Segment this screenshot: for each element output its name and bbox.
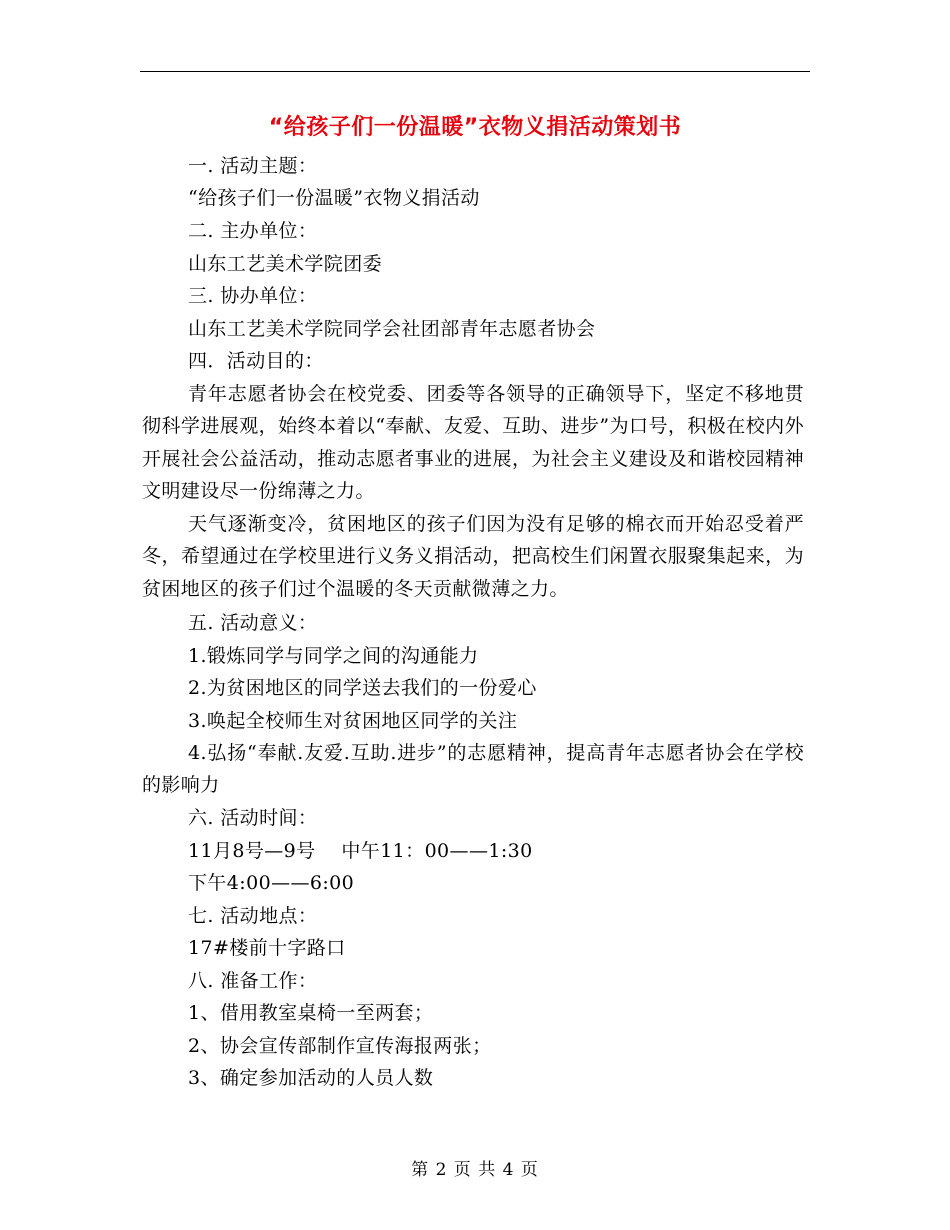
section-8-heading: 八. 准备工作：: [188, 970, 318, 992]
section-8-item-3: 3、确定参加活动的人员人数: [188, 1067, 434, 1089]
document-title: “给孩子们一份温暖”衣物义捐活动策划书: [268, 115, 682, 140]
section-5-heading: 五. 活动意义：: [188, 612, 318, 634]
section-5-item-3: 3.唤起全校师生对贫困地区同学的关注: [188, 710, 518, 732]
section-3-heading: 三. 协办单位：: [188, 285, 318, 307]
section-6-heading: 六. 活动时间：: [188, 807, 318, 829]
section-5-item-1: 1.锻炼同学与同学之间的沟通能力: [188, 645, 479, 667]
section-2-heading: 二. 主办单位：: [188, 220, 318, 242]
section-6-time-2: 下午4:00——6:00: [188, 872, 355, 894]
section-8-item-1: 1、借用教室桌椅一至两套；: [188, 1002, 434, 1024]
section-1-heading: 一. 活动主题：: [188, 155, 318, 177]
header-rule: [140, 71, 810, 72]
section-7-heading: 七. 活动地点：: [188, 905, 318, 927]
section-3-text: 山东工艺美术学院同学会社团部青年志愿者协会: [188, 318, 596, 340]
section-6-time-1: 11月8号—9号 中午11：00——1:30: [188, 840, 533, 862]
section-5-item-4: 4.弘扬“奉献.友爱.互助.进步”的志愿精神，提高青年志愿者协会在学校的影响力: [142, 742, 804, 797]
section-4-heading: 四．活动目的：: [188, 350, 324, 372]
section-4-paragraph-2: 天气逐渐变冷，贫困地区的孩子们因为没有足够的棉衣而开始忍受着严冬，希望通过在学校里进行义务义捐活动，把高校生们闲置衣服聚集起来，为贫困地区的孩子们过个温暖的冬天贡献微薄之力。: [142, 513, 804, 600]
section-8-item-2: 2、协会宣传部制作宣传海报两张；: [188, 1035, 492, 1057]
section-4-paragraph-1: 青年志愿者协会在校党委、团委等各领导的正确领导下，坚定不移地贯彻科学进展观，始终本着以“奉献、友爱、互助、进步”为口号，积极在校内外开展社会公益活动，推动志愿者事业的进展，为社会主义建设及和谐校园精神文明建设尽一份绵薄之力。: [142, 383, 804, 503]
section-7-text: 17#楼前十字路口: [188, 937, 346, 959]
section-5-item-2: 2.为贫困地区的同学送去我们的一份爱心: [188, 677, 537, 699]
section-2-text: 山东工艺美术学院团委: [188, 253, 383, 275]
page-number: 第 2 页 共 4 页: [411, 1160, 539, 1180]
section-1-text: “给孩子们一份温暖”衣物义捐活动: [188, 187, 480, 209]
